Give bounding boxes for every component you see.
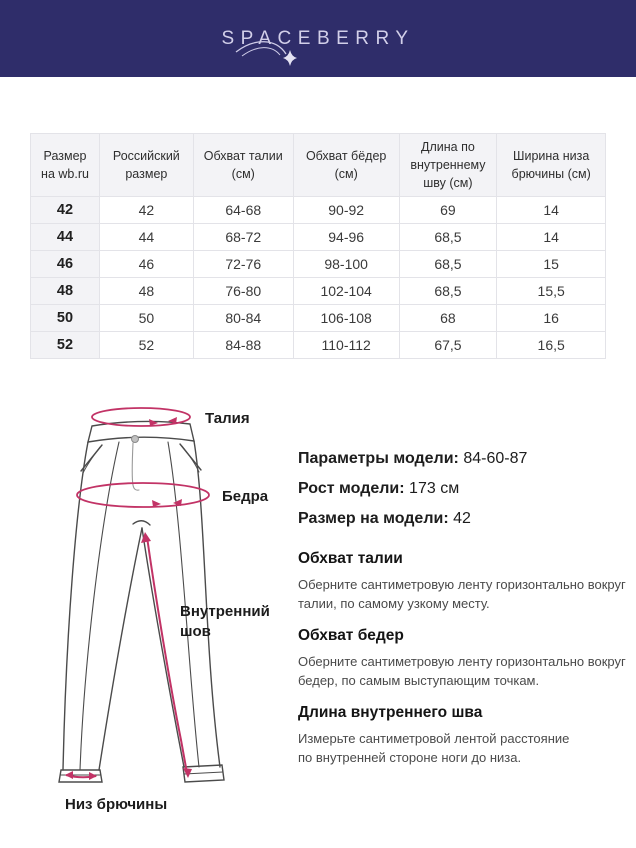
waist-label: Талия <box>205 410 250 427</box>
guide-text-line: бедер, по самым выступающим точкам. <box>298 673 540 688</box>
guide-text-line: талии, по самому узкому месту. <box>298 596 490 611</box>
table-row <box>31 332 606 359</box>
table-cell: 68,5 <box>399 278 497 305</box>
model-params-label: Параметры модели: <box>298 450 459 467</box>
table-cell: 94-96 <box>293 224 399 251</box>
table-cell: 90-92 <box>293 197 399 224</box>
table-cell: 48 <box>31 278 100 305</box>
brand-logo-text: SPACEBERRY <box>221 27 415 49</box>
guide-section-title: Обхват бедер <box>298 627 404 644</box>
guide-text-line: Оберните сантиметровую ленту горизонтально вокруг <box>298 654 626 669</box>
guide-section-title: Обхват талии <box>298 550 403 567</box>
table-cell: 68,5 <box>399 251 497 278</box>
table-row <box>31 224 606 251</box>
table-cell: 44 <box>31 224 100 251</box>
brand-header <box>0 0 636 77</box>
brand-logo <box>221 28 414 50</box>
table-cell: 16,5 <box>497 332 606 359</box>
table-cell: 110-112 <box>293 332 399 359</box>
table-cell: 106-108 <box>293 305 399 332</box>
table-row <box>31 251 606 278</box>
pants-outline <box>59 421 224 782</box>
table-cell: 68-72 <box>193 224 293 251</box>
table-cell: 52 <box>31 332 100 359</box>
column-header: Российский размер <box>100 134 194 197</box>
hips-label: Бедра <box>222 488 269 505</box>
table-header-row <box>31 134 606 197</box>
guide-text-line: Измерьте сантиметровой лентой расстояние <box>298 731 570 746</box>
table-cell: 14 <box>497 197 606 224</box>
table-cell: 72-76 <box>193 251 293 278</box>
guide-text-line: по внутренней стороне ноги до низа. <box>298 750 522 765</box>
hem-label: Низ брючины <box>65 796 168 813</box>
column-header: Ширина низа брючины (см) <box>497 134 606 197</box>
table-cell: 16 <box>497 305 606 332</box>
table-cell: 46 <box>31 251 100 278</box>
model-height-line <box>298 474 618 504</box>
table-row <box>31 305 606 332</box>
table-cell: 68 <box>399 305 497 332</box>
table-cell: 102-104 <box>293 278 399 305</box>
table-cell: 14 <box>497 224 606 251</box>
table-cell: 42 <box>100 197 194 224</box>
table-cell: 98-100 <box>293 251 399 278</box>
measuring-guide <box>298 550 626 767</box>
model-size-label: Размер на модели: <box>298 510 449 527</box>
model-size-value: 42 <box>453 510 471 527</box>
model-height-label: Рост модели: <box>298 480 405 497</box>
table-cell: 80-84 <box>193 305 293 332</box>
guide-section-title: Длина внутреннего шва <box>298 704 483 721</box>
column-header: Обхват талии (см) <box>193 134 293 197</box>
table-cell: 50 <box>31 305 100 332</box>
table-cell: 69 <box>399 197 497 224</box>
model-params-value: 84-60-87 <box>463 450 528 467</box>
column-header: Длина по внутреннему шву (см) <box>399 134 497 197</box>
column-header: Обхват бёдер (см) <box>293 134 399 197</box>
model-height-value: 173 см <box>409 480 460 497</box>
button-icon <box>132 436 139 443</box>
table-cell: 46 <box>100 251 194 278</box>
table-cell: 15 <box>497 251 606 278</box>
table-cell: 15,5 <box>497 278 606 305</box>
table-cell: 64-68 <box>193 197 293 224</box>
table-row <box>31 197 606 224</box>
inseam-line <box>147 537 187 773</box>
table-cell: 76-80 <box>193 278 293 305</box>
size-table <box>30 133 606 359</box>
model-size-line <box>298 504 618 534</box>
model-info <box>298 444 618 534</box>
inseam-label: Внутренний <box>180 603 270 620</box>
table-cell: 52 <box>100 332 194 359</box>
table-cell: 67,5 <box>399 332 497 359</box>
hips-ellipse <box>77 483 209 507</box>
model-params-line <box>298 444 618 474</box>
table-cell: 68,5 <box>399 224 497 251</box>
guide-text-line: Оберните сантиметровую ленту горизонтально вокруг <box>298 577 626 592</box>
table-row <box>31 278 606 305</box>
table-cell: 84-88 <box>193 332 293 359</box>
table-cell: 44 <box>100 224 194 251</box>
pants-measurement-diagram <box>30 385 290 830</box>
table-cell: 50 <box>100 305 194 332</box>
column-header: Размер на wb.ru <box>31 134 100 197</box>
inseam-label: шов <box>180 623 211 640</box>
table-cell: 42 <box>31 197 100 224</box>
measurement-info-panel <box>298 444 626 767</box>
table-cell: 48 <box>100 278 194 305</box>
